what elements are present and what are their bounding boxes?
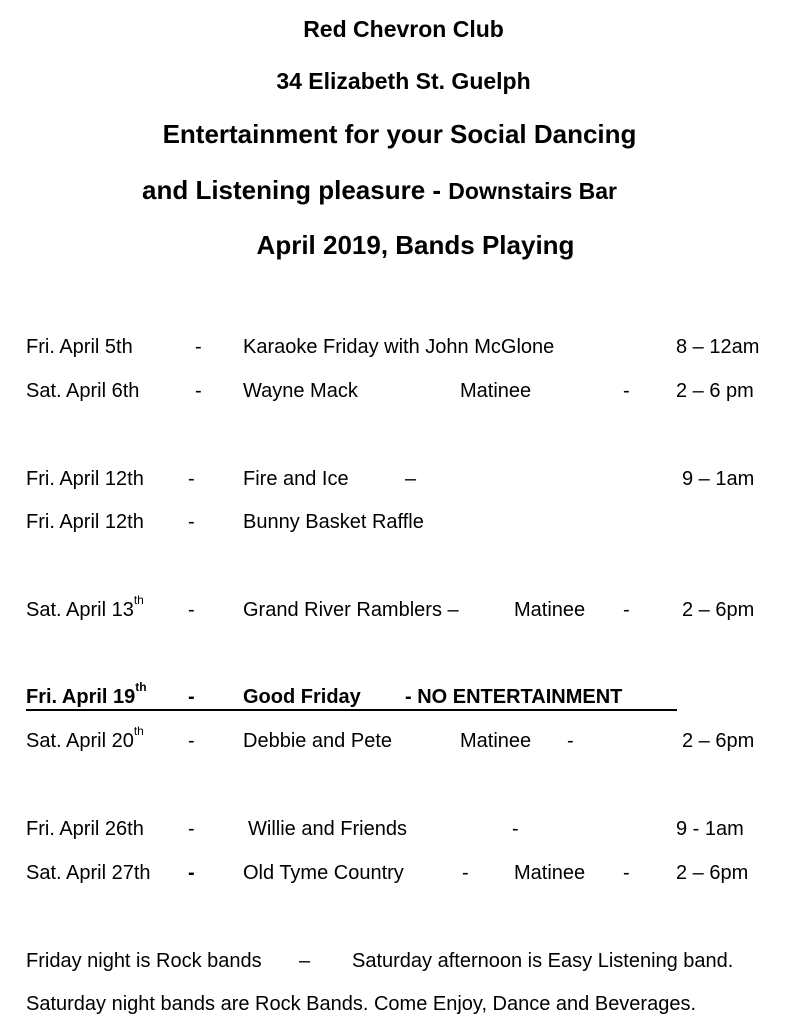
club-address: 34 Elizabeth St. Guelph (276, 68, 531, 94)
schedule-date-text: Sat. April 13 (26, 599, 134, 621)
schedule-row (0, 593, 807, 629)
headline-line-2 (0, 175, 700, 206)
schedule-row (0, 818, 807, 848)
schedule-time: 9 - 1am (676, 818, 744, 840)
schedule-time: 2 – 6 pm (676, 380, 754, 402)
schedule-time: 9 – 1am (682, 468, 755, 490)
schedule-row (0, 336, 807, 366)
schedule-date-suffix: th (133, 593, 144, 607)
schedule-dash: - (623, 599, 630, 621)
schedule-date-suffix: th (135, 680, 147, 694)
schedule-dash: - (188, 468, 195, 490)
footer-dash: – (299, 950, 311, 972)
schedule-note: Matinee (460, 380, 532, 402)
schedule-date (26, 593, 144, 622)
schedule-time: 2 – 6pm (682, 599, 755, 621)
schedule-act: Good Friday (243, 686, 361, 708)
schedule-act: Grand River Ramblers – (243, 599, 459, 621)
schedule-act: Old Tyme Country (243, 862, 404, 884)
schedule-dash: - (623, 380, 630, 402)
schedule-dash: - (623, 862, 630, 884)
footer-friday-note: Friday night is Rock bands (26, 950, 262, 972)
headline-month: April 2019, Bands Playing (256, 230, 575, 260)
schedule-dash: - (188, 511, 195, 533)
schedule-dash: - (188, 599, 195, 621)
schedule-note: - NO ENTERTAINMENT (405, 686, 623, 708)
schedule-act: Wayne Mack (243, 380, 358, 402)
schedule-row (0, 724, 807, 760)
schedule-dash: - (512, 818, 519, 840)
schedule-note: Matinee (514, 599, 586, 621)
schedule-row (0, 862, 807, 892)
schedule-dash: - (188, 730, 195, 752)
club-name: Red Chevron Club (303, 16, 504, 42)
schedule-time: 8 – 12am (676, 336, 760, 358)
schedule-time: 2 – 6pm (682, 730, 755, 752)
schedule-date-text: Sat. April 20 (26, 730, 134, 752)
headline-line-2-venue: Downstairs Bar (448, 178, 617, 204)
schedule-note: Matinee (460, 730, 532, 752)
schedule-row (0, 380, 807, 410)
schedule-act: Karaoke Friday with John McGlone (243, 336, 555, 358)
schedule-date: Sat. April 6th (26, 380, 140, 402)
schedule-date (26, 680, 147, 709)
schedule-act: Fire and Ice (243, 468, 349, 490)
schedule-row-highlight (0, 680, 807, 716)
schedule-dash: - (188, 862, 195, 884)
schedule-note: Matinee (514, 862, 586, 884)
schedule-date-suffix: th (133, 724, 144, 738)
schedule-dash: – (405, 468, 417, 490)
schedule-dash: - (195, 336, 202, 358)
schedule-time: 2 – 6pm (676, 862, 749, 884)
schedule-date: Fri. April 26th (26, 818, 144, 840)
schedule-dash: - (462, 862, 469, 884)
schedule-row (0, 511, 807, 541)
headline-line-1: Entertainment for your Social Dancing (162, 119, 637, 149)
schedule-dash: - (188, 686, 195, 708)
footer-saturday-note: Saturday afternoon is Easy Listening band. (352, 950, 734, 972)
schedule-date: Fri. April 12th (26, 468, 144, 490)
schedule-dash: - (188, 818, 195, 840)
headline-line-2-main: and Listening pleasure - (142, 175, 449, 205)
schedule-date: Fri. April 5th (26, 336, 133, 358)
schedule-date (26, 724, 144, 753)
schedule-dash: - (195, 380, 202, 402)
footer-line-2: Saturday night bands are Rock Bands. Come Enjoy, Dance and Beverages. (26, 993, 697, 1015)
schedule-act: Bunny Basket Raffle (243, 511, 424, 533)
schedule-dash: - (567, 730, 574, 752)
schedule-act: Debbie and Pete (243, 730, 393, 752)
schedule-row (0, 468, 807, 498)
schedule-date-text: Fri. April 19 (26, 686, 136, 708)
schedule-date: Fri. April 12th (26, 511, 144, 533)
schedule-act: Willie and Friends (248, 818, 407, 840)
highlight-underline (26, 709, 677, 711)
schedule-date: Sat. April 27th (26, 862, 151, 884)
